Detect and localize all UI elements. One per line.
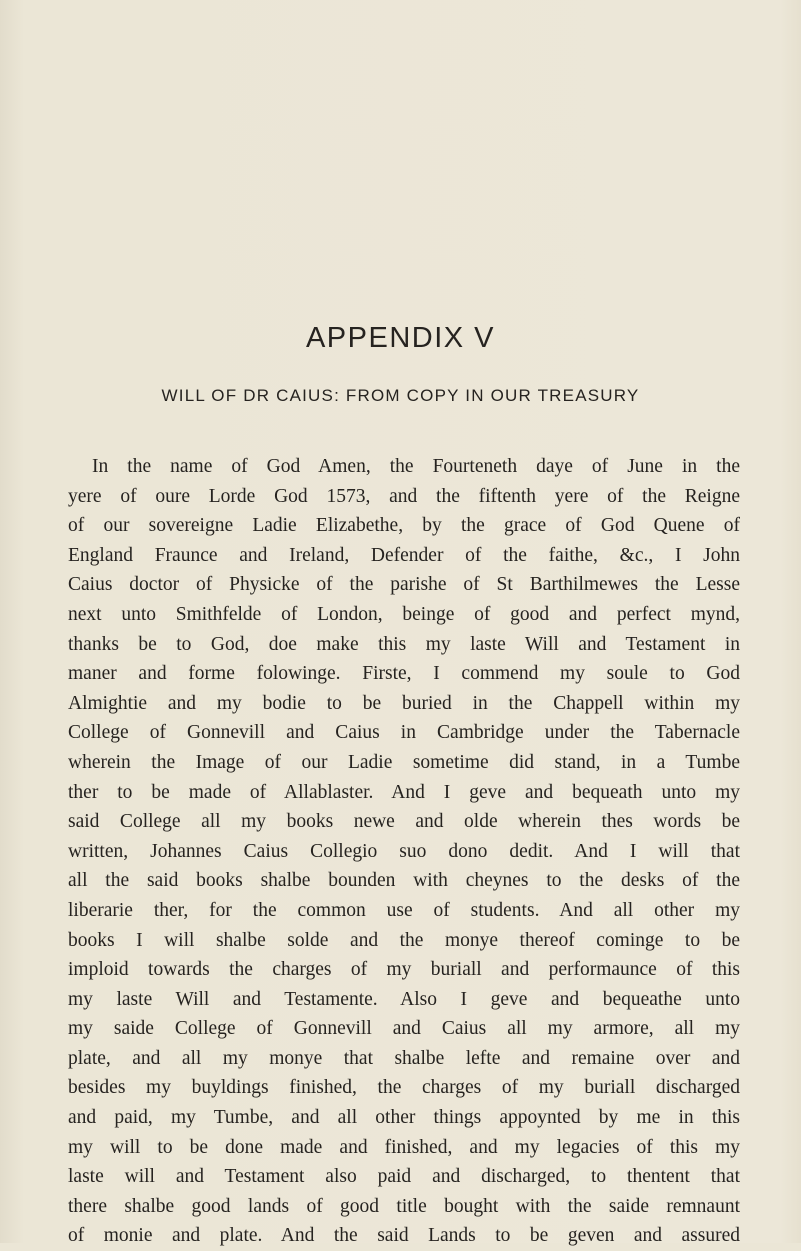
text-line: maner and forme folowinge. Firste, I commend my soule to God xyxy=(68,663,740,685)
text-line: books I will shalbe solde and the monye thereof cominge to be xyxy=(68,929,740,951)
will-text xyxy=(68,452,740,1251)
text-line: Caius doctor of Physicke of the parishe of St Barthilmewes the Lesse xyxy=(68,574,740,596)
text-line: ther to be made of Allablaster. And I geve and bequeath unto my xyxy=(68,781,740,803)
text-line: my will to be done made and finished, and my legacies of this my xyxy=(68,1136,740,1158)
text-line: next unto Smithfelde of London, beinge of good and perfect mynd, xyxy=(68,603,740,625)
text-line: my laste Will and Testamente. Also I geve and bequeathe unto xyxy=(68,988,740,1010)
text-line: said College all my books newe and olde wherein thes words be xyxy=(68,811,740,833)
text-line: England Fraunce and Ireland, Defender of the faithe, &c., I John xyxy=(68,544,740,566)
text-line: there shalbe good lands of good title bought with the saide remnaunt xyxy=(68,1195,740,1217)
text-line: of monie and plate. And the said Lands to be geven and assured xyxy=(68,1225,740,1247)
text-line: my saide College of Gonnevill and Caius all my armore, all my xyxy=(68,1018,740,1040)
text-line: of our sovereigne Ladie Elizabethe, by the grace of God Quene of xyxy=(68,515,740,537)
text-line: plate, and all my monye that shalbe lefte and remaine over and xyxy=(68,1047,740,1069)
text-line: Almightie and my bodie to be buried in the Chappell within my xyxy=(68,692,740,714)
text-line: written, Johannes Caius Collegio suo dono dedit. And I will that xyxy=(68,840,740,862)
text-line: College of Gonnevill and Caius in Cambridge under the Tabernacle xyxy=(68,722,740,744)
text-line: imploid towards the charges of my buriall and performaunce of this xyxy=(68,959,740,981)
text-line: thanks be to God, doe make this my laste Will and Testament in xyxy=(68,633,740,655)
text-line: In the name of God Amen, the Fourteneth daye of June in the xyxy=(92,456,740,477)
text-line: laste will and Testament also paid and discharged, to thentent that xyxy=(68,1166,740,1188)
section-subheading: WILL OF DR CAIUS: FROM COPY IN OUR TREASURY xyxy=(161,386,640,405)
text-line: and paid, my Tumbe, and all other things appoynted by me in this xyxy=(68,1107,740,1129)
text-line: wherein the Image of our Ladie sometime did stand, in a Tumbe xyxy=(68,751,740,773)
text-line: all the said books shalbe bounden with cheynes to the desks of the xyxy=(68,870,740,892)
appendix-heading: APPENDIX V xyxy=(305,322,496,354)
text-line: besides my buyldings finished, the charges of my buriall discharged xyxy=(68,1077,740,1099)
text-line: liberarie ther, for the common use of students. And all other my xyxy=(68,899,740,921)
text-line: yere of oure Lorde God 1573, and the fiftenth yere of the Reigne xyxy=(68,485,740,507)
